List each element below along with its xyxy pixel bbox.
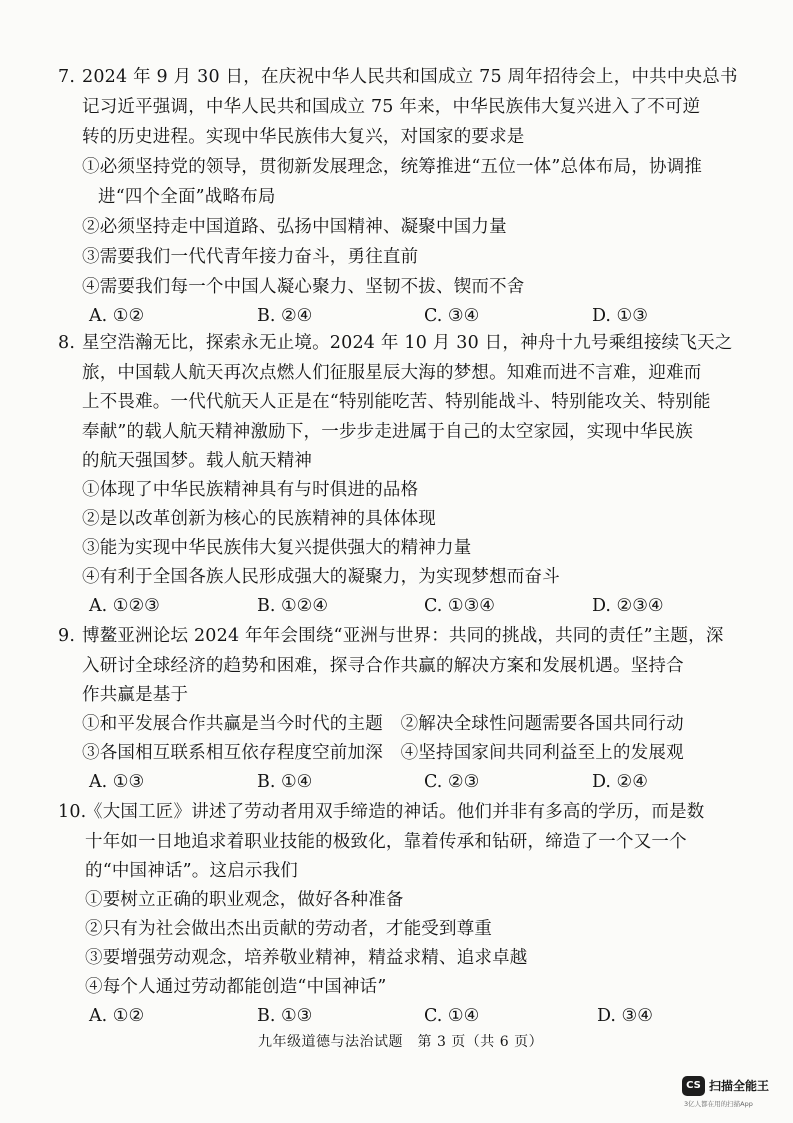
option-c: C. ③④ bbox=[424, 306, 480, 326]
statement-line: ③能为实现中华民族伟大复兴提供强大的精神力量 bbox=[82, 538, 472, 558]
question-stem-line: 旅，中国载人航天再次点燃人们征服星辰大海的梦想。知难而进不言难，迎难而 bbox=[82, 363, 702, 383]
question-stem-line: 上不畏难。一代代航天人正是在“特别能吃苦、特别能战斗、特别能攻关、特别能 bbox=[82, 392, 711, 412]
question-number: 10. bbox=[58, 802, 87, 822]
question-stem-line: 十年如一日地追求着职业技能的极致化，靠着传承和钻研，缔造了一个又一个 bbox=[85, 832, 687, 852]
question-stem-line: 的航天强国梦。载人航天精神 bbox=[82, 451, 313, 471]
question-stem-line: 作共赢是基于 bbox=[82, 685, 189, 705]
watermark-app-name: 扫描全能王 bbox=[709, 1079, 770, 1093]
statement-line: ②是以改革创新为核心的民族精神的具体体现 bbox=[82, 509, 436, 529]
statement-line: ①要树立正确的职业观念，做好各种准备 bbox=[85, 890, 404, 910]
watermark-tagline: 3亿人都在用的扫描App bbox=[684, 1100, 753, 1108]
statement-line: ④有利于全国各族人民形成强大的凝聚力，为实现梦想而奋斗 bbox=[82, 567, 560, 587]
question-stem-line: 转的历史进程。实现中华民族伟大复兴，对国家的要求是 bbox=[82, 127, 525, 147]
statement-line: ②只有为社会做出杰出贡献的劳动者，才能受到尊重 bbox=[85, 919, 493, 939]
option-a: A. ①② bbox=[89, 306, 145, 326]
question-stem-line: 星空浩瀚无比，探索永无止境。2024 年 10 月 30 日，神舟十九号乘组接续飞天之 bbox=[82, 333, 733, 353]
scanner-watermark bbox=[682, 1074, 792, 1114]
option-b: B. ②④ bbox=[257, 306, 313, 326]
question-number: 7. bbox=[58, 67, 76, 87]
question-stem-line: 入研讨全球经济的趋势和困难，探寻合作共赢的解决方案和发展机遇。坚持合 bbox=[82, 656, 684, 676]
question-stem-line: 2024 年 9 月 30 日，在庆祝中华人民共和国成立 75 周年招待会上，中共中央总书 bbox=[82, 67, 738, 87]
statement-line: 进“四个全面”战略布局 bbox=[98, 187, 276, 207]
camscanner-logo-icon: CS bbox=[682, 1076, 705, 1096]
statement-line: ①必须坚持党的领导，贯彻新发展理念，统筹推进“五位一体”总体布局，协调推 bbox=[82, 157, 703, 177]
option-c: C. ①④ bbox=[424, 1006, 480, 1026]
option-b: B. ①③ bbox=[257, 1006, 313, 1026]
option-a: A. ①③ bbox=[89, 772, 145, 792]
option-a: A. ①②③ bbox=[89, 596, 160, 616]
statement-line: ③要增强劳动观念，培养敬业精神，精益求精、追求卓越 bbox=[85, 948, 528, 968]
question-stem-line: 记习近平强调，中华人民共和国成立 75 年来，中华民族伟大复兴进入了不可逆 bbox=[82, 97, 701, 117]
option-a: A. ①② bbox=[89, 1006, 145, 1026]
statement-line: ④每个人通过劳动都能创造“中国神话” bbox=[85, 977, 387, 997]
statement-line: ①体现了中华民族精神具有与时俱进的品格 bbox=[82, 480, 419, 500]
question-number: 8. bbox=[58, 333, 76, 353]
option-c: C. ②③ bbox=[424, 772, 480, 792]
option-c: C. ①③④ bbox=[424, 596, 495, 616]
question-stem-line: 博鳌亚洲论坛 2024 年年会围绕“亚洲与世界：共同的挑战，共同的责任”主题，深 bbox=[82, 626, 724, 646]
statement-line: ③需要我们一代代青年接力奋斗，勇往直前 bbox=[82, 247, 419, 267]
option-d: D. ③④ bbox=[597, 1006, 653, 1026]
question-stem-line: 《大国工匠》讲述了劳动者用双手缔造的神话。他们并非有多高的学历，而是数 bbox=[85, 802, 705, 822]
option-d: D. ②③④ bbox=[592, 596, 664, 616]
question-stem-line: 的“中国神话”。这启示我们 bbox=[85, 861, 298, 881]
question-number: 9. bbox=[58, 626, 76, 646]
statement-line: ③各国相互联系相互依存程度空前加深 ④坚持国家间共同利益至上的发展观 bbox=[82, 743, 684, 763]
option-d: D. ①③ bbox=[592, 306, 648, 326]
question-stem-line: 奉献”的载人航天精神激励下，一步步走进属于自己的太空家园，实现中华民族 bbox=[82, 422, 693, 442]
option-d: D. ②④ bbox=[592, 772, 648, 792]
statement-line: ①和平发展合作共赢是当今时代的主题 ②解决全球性问题需要各国共同行动 bbox=[82, 714, 684, 734]
option-b: B. ①④ bbox=[257, 772, 313, 792]
statement-line: ④需要我们每一个中国人凝心聚力、坚韧不拔、锲而不舍 bbox=[82, 277, 525, 297]
option-b: B. ①②④ bbox=[257, 596, 329, 616]
page-footer: 九年级道德与法治试题 第 3 页（共 6 页） bbox=[258, 1034, 544, 1050]
statement-line: ②必须坚持走中国道路、弘扬中国精神、凝聚中国力量 bbox=[82, 217, 507, 237]
